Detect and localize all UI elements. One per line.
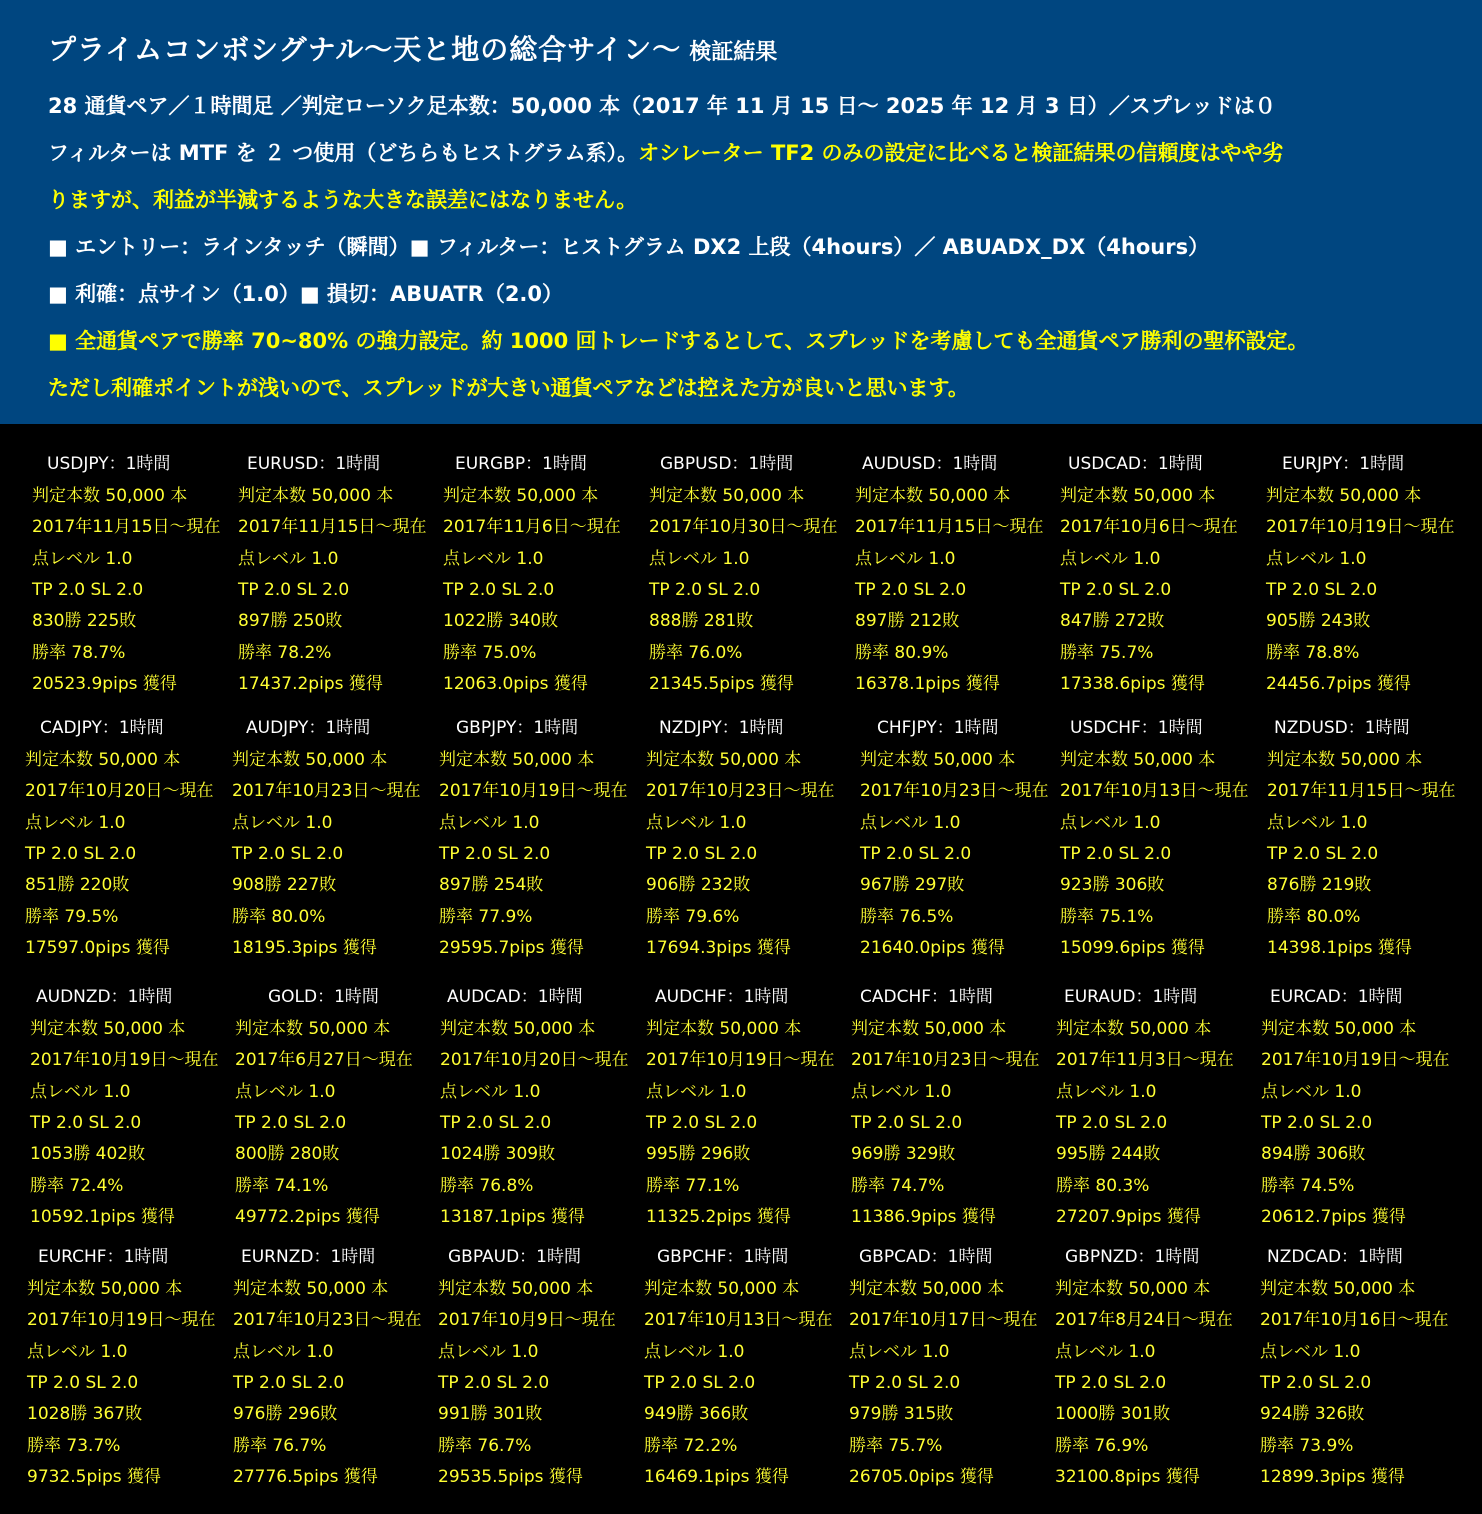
result-card (1055, 1247, 1261, 1487)
pair-title: NZDUSD：1時間 (1274, 718, 1410, 738)
point-level: 点レベル 1.0 (1261, 1081, 1362, 1102)
bars-count: 判定本数 50,000 本 (25, 750, 181, 770)
pair-title: GBPJPY：1時間 (456, 718, 579, 738)
test-period: 2017年10月17日〜現在 (849, 1310, 1038, 1331)
win-rate: 勝率 76.7% (438, 1435, 532, 1456)
win-loss: 991勝 301敗 (438, 1404, 543, 1425)
point-level: 点レベル 1.0 (1266, 548, 1367, 569)
point-level: 点レベル 1.0 (851, 1081, 952, 1102)
result-card (644, 1247, 850, 1487)
test-period: 2017年10月19日〜現在 (30, 1050, 219, 1071)
point-level: 点レベル 1.0 (849, 1341, 950, 1362)
test-period: 2017年11月15日〜現在 (32, 517, 221, 538)
test-period: 2017年11月15日〜現在 (1267, 781, 1456, 802)
win-rate: 勝率 73.7% (27, 1435, 121, 1456)
test-period: 2017年10月6日〜現在 (1060, 517, 1238, 538)
win-loss: 976勝 296敗 (233, 1404, 338, 1425)
bars-count: 判定本数 50,000 本 (849, 1279, 1005, 1299)
test-period: 2017年10月23日〜現在 (233, 1310, 422, 1331)
result-card (1056, 987, 1262, 1227)
pair-title: CADJPY：1時間 (40, 718, 164, 738)
win-rate: 勝率 77.1% (646, 1175, 740, 1196)
bars-count: 判定本数 50,000 本 (646, 1019, 802, 1039)
result-card (438, 1247, 644, 1487)
point-level: 点レベル 1.0 (238, 548, 339, 569)
tp-sl: TP 2.0 SL 2.0 (649, 579, 761, 600)
pair-title: GBPNZD：1時間 (1065, 1247, 1200, 1267)
tp-sl: TP 2.0 SL 2.0 (860, 843, 972, 864)
tp-sl: TP 2.0 SL 2.0 (439, 843, 551, 864)
pips-gained: 14398.1pips 獲得 (1267, 937, 1412, 958)
bars-count: 判定本数 50,000 本 (440, 1019, 596, 1039)
win-loss: 908勝 227敗 (232, 875, 337, 896)
pair-title: GBPCHF：1時間 (657, 1247, 789, 1267)
point-level: 点レベル 1.0 (443, 548, 544, 569)
test-period: 2017年10月19日〜現在 (27, 1310, 216, 1331)
bars-count: 判定本数 50,000 本 (1260, 1279, 1416, 1299)
win-rate: 勝率 80.0% (1267, 906, 1361, 927)
tp-sl: TP 2.0 SL 2.0 (440, 1112, 552, 1133)
bars-count: 判定本数 50,000 本 (32, 486, 188, 506)
test-period: 2017年10月23日〜現在 (232, 781, 421, 802)
test-period: 2017年10月16日〜現在 (1260, 1310, 1449, 1331)
test-period: 2017年8月24日〜現在 (1055, 1310, 1233, 1331)
point-level: 点レベル 1.0 (1060, 548, 1161, 569)
condition-line-3: りますが、利益が半減するような大きな誤差にはなりません。 (48, 188, 638, 212)
point-level: 点レベル 1.0 (233, 1341, 334, 1362)
pips-gained: 12063.0pips 獲得 (443, 673, 588, 694)
win-loss: 949勝 366敗 (644, 1404, 749, 1425)
win-loss: 897勝 212敗 (855, 611, 960, 632)
pips-gained: 9732.5pips 獲得 (27, 1466, 162, 1487)
tp-sl: TP 2.0 SL 2.0 (851, 1112, 963, 1133)
point-level: 点レベル 1.0 (440, 1081, 541, 1102)
pips-gained: 17437.2pips 獲得 (238, 673, 383, 694)
win-rate: 勝率 74.5% (1261, 1175, 1355, 1196)
condition-line-2 (48, 138, 1284, 168)
tp-sl: TP 2.0 SL 2.0 (443, 579, 555, 600)
bars-count: 判定本数 50,000 本 (1060, 750, 1216, 770)
point-level: 点レベル 1.0 (646, 812, 747, 833)
win-rate: 勝率 76.5% (860, 906, 954, 927)
win-rate: 勝率 78.7% (32, 642, 126, 663)
pair-title: AUDCAD：1時間 (447, 987, 583, 1007)
win-rate: 勝率 75.0% (443, 642, 537, 663)
result-card (646, 987, 852, 1227)
pips-gained: 16469.1pips 獲得 (644, 1466, 789, 1487)
bars-count: 判定本数 50,000 本 (30, 1019, 186, 1039)
test-period: 2017年10月9日〜現在 (438, 1310, 616, 1331)
pips-gained: 49772.2pips 獲得 (235, 1206, 380, 1227)
result-card (440, 987, 646, 1227)
pair-title: USDCHF：1時間 (1070, 718, 1203, 738)
result-card (649, 454, 855, 694)
bars-count: 判定本数 50,000 本 (644, 1279, 800, 1299)
pair-title: GBPUSD：1時間 (660, 454, 794, 474)
win-loss: 995勝 244敗 (1056, 1144, 1161, 1165)
pair-title: GBPCAD：1時間 (859, 1247, 993, 1267)
win-loss: 967勝 297敗 (860, 875, 965, 896)
point-level: 点レベル 1.0 (32, 548, 133, 569)
point-level: 点レベル 1.0 (439, 812, 540, 833)
result-card (1060, 718, 1266, 958)
test-period: 2017年10月30日〜現在 (649, 517, 838, 538)
result-card (32, 454, 238, 694)
test-period: 2017年11月15日〜現在 (238, 517, 427, 538)
test-period: 2017年10月19日〜現在 (646, 1050, 835, 1071)
pips-gained: 24456.7pips 獲得 (1266, 673, 1411, 694)
summary-line-1: ■ 全通貨ペアで勝率 70~80% の強力設定。約 1000 回トレードするとして、スプレッドを考慮しても全通貨ペア勝利の聖杯設定。 (48, 329, 1309, 353)
pips-gained: 17338.6pips 獲得 (1060, 673, 1205, 694)
test-period: 2017年10月13日〜現在 (1060, 781, 1249, 802)
tp-sl: TP 2.0 SL 2.0 (233, 1372, 345, 1393)
win-rate: 勝率 76.9% (1055, 1435, 1149, 1456)
pips-gained: 27207.9pips 獲得 (1056, 1206, 1201, 1227)
pips-gained: 29595.7pips 獲得 (439, 937, 584, 958)
bars-count: 判定本数 50,000 本 (1056, 1019, 1212, 1039)
bars-count: 判定本数 50,000 本 (855, 486, 1011, 506)
pair-title: AUDNZD：1時間 (36, 987, 173, 1007)
win-loss: 800勝 280敗 (235, 1144, 340, 1165)
bars-count: 判定本数 50,000 本 (1060, 486, 1216, 506)
win-loss: 1022勝 340敗 (443, 611, 559, 632)
win-loss: 1053勝 402敗 (30, 1144, 146, 1165)
test-period: 2017年11月3日〜現在 (1056, 1050, 1234, 1071)
test-period: 2017年11月6日〜現在 (443, 517, 621, 538)
win-loss: 894勝 306敗 (1261, 1144, 1366, 1165)
tp-sl: TP 2.0 SL 2.0 (1055, 1372, 1167, 1393)
win-rate: 勝率 78.2% (238, 642, 332, 663)
test-period: 2017年10月13日〜現在 (644, 1310, 833, 1331)
win-rate: 勝率 80.0% (232, 906, 326, 927)
result-card (1261, 987, 1467, 1227)
page-title (48, 28, 777, 68)
win-loss: 897勝 254敗 (439, 875, 544, 896)
pair-title: EURGBP：1時間 (455, 454, 587, 474)
result-card (233, 1247, 439, 1487)
pips-gained: 20523.9pips 獲得 (32, 673, 177, 694)
bars-count: 判定本数 50,000 本 (235, 1019, 391, 1039)
result-card (855, 454, 1061, 694)
win-rate: 勝率 74.1% (235, 1175, 329, 1196)
tp-sl-line: ■ 利確：点サイン（1.0）■ 損切：ABUATR（2.0） (48, 282, 564, 306)
test-period: 2017年10月23日〜現在 (851, 1050, 1040, 1071)
test-period: 2017年10月23日〜現在 (646, 781, 835, 802)
pair-title: CHFJPY：1時間 (877, 718, 999, 738)
bars-count: 判定本数 50,000 本 (649, 486, 805, 506)
tp-sl: TP 2.0 SL 2.0 (235, 1112, 347, 1133)
tp-sl: TP 2.0 SL 2.0 (1260, 1372, 1372, 1393)
win-loss: 969勝 329敗 (851, 1144, 956, 1165)
bars-count: 判定本数 50,000 本 (238, 486, 394, 506)
result-card (439, 718, 645, 958)
win-loss: 906勝 232敗 (646, 875, 751, 896)
pair-title: EURCAD：1時間 (1270, 987, 1403, 1007)
win-loss: 888勝 281敗 (649, 611, 754, 632)
point-level: 点レベル 1.0 (649, 548, 750, 569)
win-loss: 830勝 225敗 (32, 611, 137, 632)
pips-gained: 21640.0pips 獲得 (860, 937, 1005, 958)
bars-count: 判定本数 50,000 本 (1266, 486, 1422, 506)
result-card (860, 718, 1066, 958)
point-level: 点レベル 1.0 (644, 1341, 745, 1362)
point-level: 点レベル 1.0 (232, 812, 333, 833)
pips-gained: 15099.6pips 獲得 (1060, 937, 1205, 958)
win-loss: 995勝 296敗 (646, 1144, 751, 1165)
header-banner (0, 0, 1482, 424)
win-loss: 1024勝 309敗 (440, 1144, 556, 1165)
pair-title: GOLD：1時間 (268, 987, 379, 1007)
result-card (849, 1247, 1055, 1487)
pair-title: USDCAD：1時間 (1068, 454, 1203, 474)
pair-title: AUDUSD：1時間 (862, 454, 998, 474)
pips-gained: 18195.3pips 獲得 (232, 937, 377, 958)
test-period: 2017年10月20日〜現在 (440, 1050, 629, 1071)
bars-count: 判定本数 50,000 本 (27, 1279, 183, 1299)
pair-title: AUDJPY：1時間 (246, 718, 371, 738)
bars-count: 判定本数 50,000 本 (438, 1279, 594, 1299)
point-level: 点レベル 1.0 (1260, 1341, 1361, 1362)
win-loss: 905勝 243敗 (1266, 611, 1371, 632)
condition-line-1: 28 通貨ペア／１時間足 ／判定ローソク足本数：50,000 本（2017 年 11 月 15 日〜 2025 年 12 月 3 日）／スプレッドは０ (48, 94, 1276, 118)
results-grid (0, 424, 1482, 1514)
tp-sl: TP 2.0 SL 2.0 (27, 1372, 139, 1393)
bars-count: 判定本数 50,000 本 (646, 750, 802, 770)
bars-count: 判定本数 50,000 本 (439, 750, 595, 770)
win-rate: 勝率 72.2% (644, 1435, 738, 1456)
bars-count: 判定本数 50,000 本 (1261, 1019, 1417, 1039)
point-level: 点レベル 1.0 (438, 1341, 539, 1362)
win-rate: 勝率 79.5% (25, 906, 119, 927)
bars-count: 判定本数 50,000 本 (232, 750, 388, 770)
test-period: 2017年10月19日〜現在 (1266, 517, 1455, 538)
point-level: 点レベル 1.0 (235, 1081, 336, 1102)
result-card (1260, 1247, 1466, 1487)
pips-gained: 26705.0pips 獲得 (849, 1466, 994, 1487)
point-level: 点レベル 1.0 (646, 1081, 747, 1102)
result-card (851, 987, 1057, 1227)
reliability-note: オシレーター TF2 のみの設定に比べると検証結果の信頼度はやや劣 (638, 141, 1284, 165)
result-card (1060, 454, 1266, 694)
tp-sl: TP 2.0 SL 2.0 (25, 843, 137, 864)
point-level: 点レベル 1.0 (1267, 812, 1368, 833)
tp-sl: TP 2.0 SL 2.0 (32, 579, 144, 600)
bars-count: 判定本数 50,000 本 (443, 486, 599, 506)
test-period: 2017年11月15日〜現在 (855, 517, 1044, 538)
title-main: プライムコンボシグナル〜天と地の総合サイン〜 (48, 33, 682, 66)
win-loss: 1028勝 367敗 (27, 1404, 143, 1425)
pair-title: NZDJPY：1時間 (659, 718, 784, 738)
bars-count: 判定本数 50,000 本 (851, 1019, 1007, 1039)
point-level: 点レベル 1.0 (27, 1341, 128, 1362)
win-loss: 979勝 315敗 (849, 1404, 954, 1425)
pips-gained: 17694.3pips 獲得 (646, 937, 791, 958)
pair-title: NZDCAD：1時間 (1267, 1247, 1403, 1267)
result-card (232, 718, 438, 958)
tp-sl: TP 2.0 SL 2.0 (1267, 843, 1379, 864)
pips-gained: 11325.2pips 獲得 (646, 1206, 791, 1227)
win-rate: 勝率 80.9% (855, 642, 949, 663)
win-rate: 勝率 72.4% (30, 1175, 124, 1196)
pips-gained: 32100.8pips 獲得 (1055, 1466, 1200, 1487)
tp-sl: TP 2.0 SL 2.0 (238, 579, 350, 600)
tp-sl: TP 2.0 SL 2.0 (644, 1372, 756, 1393)
result-card (1267, 718, 1473, 958)
test-period: 2017年10月19日〜現在 (439, 781, 628, 802)
tp-sl: TP 2.0 SL 2.0 (646, 843, 758, 864)
pair-title: EURUSD：1時間 (247, 454, 381, 474)
point-level: 点レベル 1.0 (855, 548, 956, 569)
point-level: 点レベル 1.0 (1056, 1081, 1157, 1102)
pair-title: GBPAUD：1時間 (448, 1247, 581, 1267)
win-loss: 876勝 219敗 (1267, 875, 1372, 896)
tp-sl: TP 2.0 SL 2.0 (1261, 1112, 1373, 1133)
win-loss: 847勝 272敗 (1060, 611, 1165, 632)
tp-sl: TP 2.0 SL 2.0 (849, 1372, 961, 1393)
tp-sl: TP 2.0 SL 2.0 (438, 1372, 550, 1393)
entry-filter-line: ■ エントリー：ラインタッチ（瞬間）■ フィルター：ヒストグラム DX2 上段（4hours）／ ABUADX_DX（4hours） (48, 235, 1210, 259)
pips-gained: 21345.5pips 獲得 (649, 673, 794, 694)
result-card (235, 987, 441, 1227)
pips-gained: 27776.5pips 獲得 (233, 1466, 378, 1487)
win-rate: 勝率 77.9% (439, 906, 533, 927)
win-rate: 勝率 75.1% (1060, 906, 1154, 927)
win-rate: 勝率 76.7% (233, 1435, 327, 1456)
title-sub: 検証結果 (689, 40, 778, 65)
win-rate: 勝率 79.6% (646, 906, 740, 927)
pips-gained: 13187.1pips 獲得 (440, 1206, 585, 1227)
test-period: 2017年10月20日〜現在 (25, 781, 214, 802)
tp-sl: TP 2.0 SL 2.0 (1056, 1112, 1168, 1133)
win-rate: 勝率 73.9% (1260, 1435, 1354, 1456)
result-card (443, 454, 649, 694)
pair-title: AUDCHF：1時間 (655, 987, 789, 1007)
pair-title: CADCHF：1時間 (860, 987, 993, 1007)
result-card (238, 454, 444, 694)
bars-count: 判定本数 50,000 本 (860, 750, 1016, 770)
result-card (27, 1247, 233, 1487)
pips-gained: 29535.5pips 獲得 (438, 1466, 583, 1487)
pair-title: USDJPY：1時間 (47, 454, 171, 474)
pips-gained: 10592.1pips 獲得 (30, 1206, 175, 1227)
result-card (646, 718, 852, 958)
pips-gained: 20612.7pips 獲得 (1261, 1206, 1406, 1227)
win-rate: 勝率 78.8% (1266, 642, 1360, 663)
pips-gained: 12899.3pips 獲得 (1260, 1466, 1405, 1487)
bars-count: 判定本数 50,000 本 (233, 1279, 389, 1299)
summary-line-2: ただし利確ポイントが浅いので、スプレッドが大きい通貨ペアなどは控えた方が良いと思います。 (48, 376, 969, 400)
win-rate: 勝率 75.7% (1060, 642, 1154, 663)
tp-sl: TP 2.0 SL 2.0 (30, 1112, 142, 1133)
win-loss: 897勝 250敗 (238, 611, 343, 632)
pair-title: EURCHF：1時間 (38, 1247, 169, 1267)
tp-sl: TP 2.0 SL 2.0 (855, 579, 967, 600)
pips-gained: 17597.0pips 獲得 (25, 937, 170, 958)
win-loss: 924勝 326敗 (1260, 1404, 1365, 1425)
pips-gained: 11386.9pips 獲得 (851, 1206, 996, 1227)
tp-sl: TP 2.0 SL 2.0 (1266, 579, 1378, 600)
bars-count: 判定本数 50,000 本 (1055, 1279, 1211, 1299)
pair-title: EURAUD：1時間 (1064, 987, 1198, 1007)
tp-sl: TP 2.0 SL 2.0 (1060, 843, 1172, 864)
win-loss: 923勝 306敗 (1060, 875, 1165, 896)
result-card (30, 987, 236, 1227)
point-level: 点レベル 1.0 (25, 812, 126, 833)
point-level: 点レベル 1.0 (1055, 1341, 1156, 1362)
point-level: 点レベル 1.0 (860, 812, 961, 833)
pair-title: EURNZD：1時間 (241, 1247, 376, 1267)
tp-sl: TP 2.0 SL 2.0 (232, 843, 344, 864)
win-loss: 851勝 220敗 (25, 875, 130, 896)
bars-count: 判定本数 50,000 本 (1267, 750, 1423, 770)
tp-sl: TP 2.0 SL 2.0 (1060, 579, 1172, 600)
test-period: 2017年10月23日〜現在 (860, 781, 1049, 802)
test-period: 2017年6月27日〜現在 (235, 1050, 413, 1071)
win-rate: 勝率 76.0% (649, 642, 743, 663)
tp-sl: TP 2.0 SL 2.0 (646, 1112, 758, 1133)
result-card (1266, 454, 1472, 694)
pair-title: EURJPY：1時間 (1282, 454, 1405, 474)
win-rate: 勝率 76.8% (440, 1175, 534, 1196)
test-period: 2017年10月19日〜現在 (1261, 1050, 1450, 1071)
result-card (25, 718, 231, 958)
filter-note: フィルターは MTF を ２ つ使用（どちらもヒストグラム系）。 (48, 141, 639, 165)
pips-gained: 16378.1pips 獲得 (855, 673, 1000, 694)
win-loss: 1000勝 301敗 (1055, 1404, 1171, 1425)
point-level: 点レベル 1.0 (30, 1081, 131, 1102)
point-level: 点レベル 1.0 (1060, 812, 1161, 833)
win-rate: 勝率 80.3% (1056, 1175, 1150, 1196)
win-rate: 勝率 74.7% (851, 1175, 945, 1196)
win-rate: 勝率 75.7% (849, 1435, 943, 1456)
